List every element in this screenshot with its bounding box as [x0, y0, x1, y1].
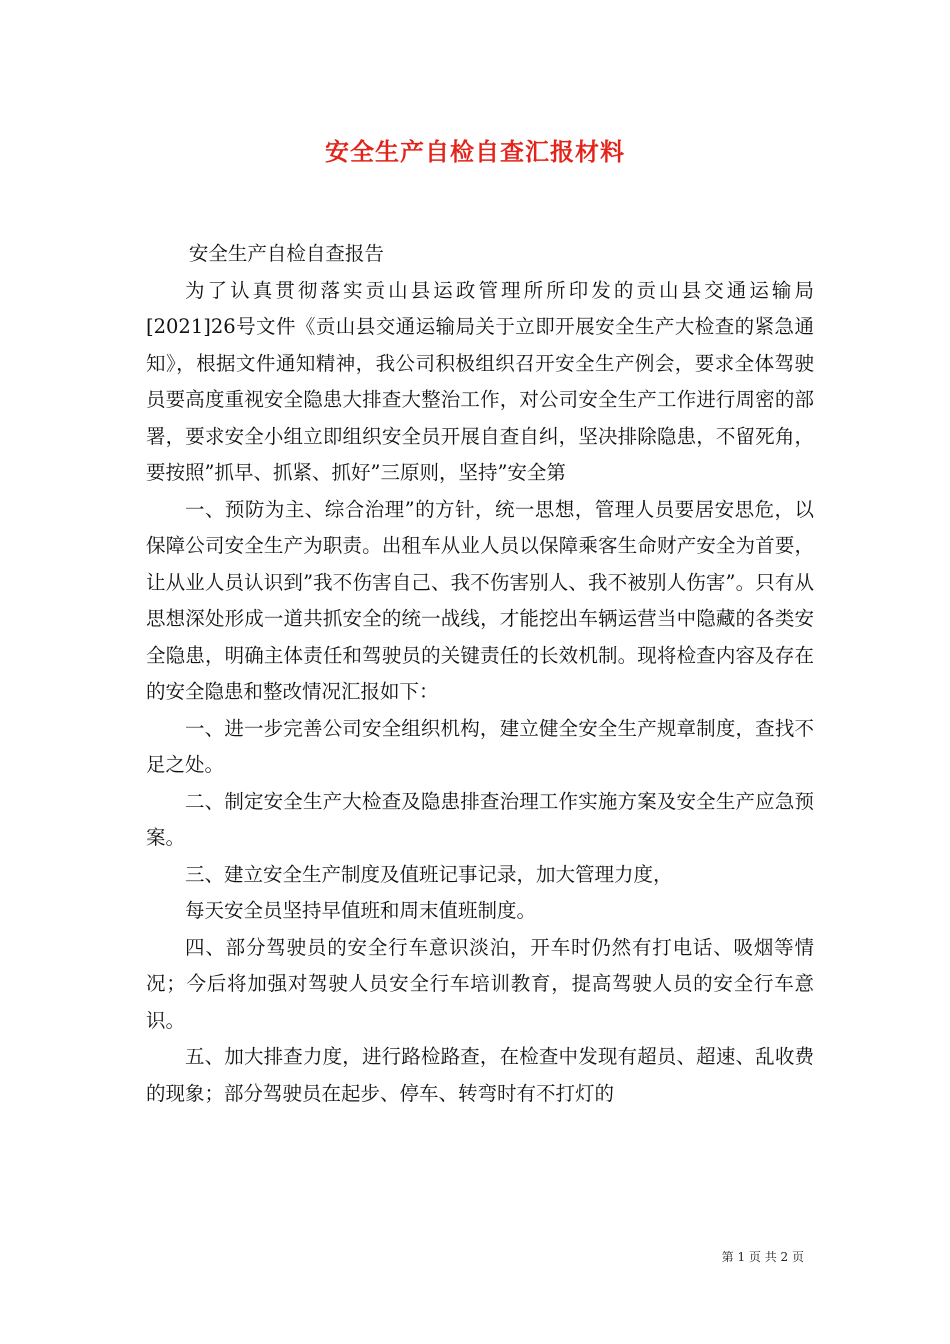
paragraph: 一、进一步完善公司安全组织机构，建立健全安全生产规章制度，查找不足之处。	[146, 716, 814, 776]
paragraph: 每天安全员坚持早值班和周末值班制度。	[185, 899, 537, 922]
paragraph: 五、加大排查力度，进行路检路查，在检查中发现有超员、超速、乱收费的现象；部分驾驶员在起步、停车、转弯时有不打灯的	[146, 1045, 814, 1105]
document-body	[146, 236, 814, 1112]
document-title: 安全生产自检自查汇报材料	[325, 137, 625, 166]
paragraph: 二、制定安全生产大检查及隐患排查治理工作实施方案及安全生产应急预案。	[146, 789, 814, 849]
page-number: 第 1 页 共 2 页	[721, 1250, 804, 1264]
paragraph: 一、预防为主、综合治理”的方针，统一思想，管理人员要居安思危，以保障公司安全生产为职责。出租车从业人员以保障乘客生命财产安全为首要，让从业人员认识到”我不伤害自己、我不伤害别人、我不被别人伤害”。只有从思想深处形成一道共抓安全的统一战线，才能挖出车辆运营当中隐藏的各类安全隐患，明确主体责任和驾驶员的关键责任的长效机制。现将检查内容及存在的安全隐患和整改情况汇报如下：	[146, 497, 814, 703]
paragraph: 四、部分驾驶员的安全行车意识淡泊，开车时仍然有打电话、吸烟等情况；今后将加强对驾驶人员安全行车培训教育，提高驾驶人员的安全行车意识。	[146, 935, 814, 1032]
paragraph: 三、建立安全生产制度及值班记事记录，加大管理力度，	[185, 862, 673, 886]
document-subtitle: 安全生产自检自查报告	[188, 242, 384, 265]
paragraph: 为了认真贯彻落实贡山县运政管理所所印发的贡山县交通运输局[2021]26号文件《贡山县交通运输局关于立即开展安全生产大检查的紧急通知》，根据文件通知精神，我公司积极组织召开安全生产例会，要求全体驾驶员要高度重视安全隐患大排查大整治工作，对公司安全生产工作进行周密的部署，要求安全小组立即组织安全员开展自查自纠，坚决排除隐患，不留死角，要按照”抓早、抓紧、抓好”三原则，坚持”安全第	[146, 278, 814, 484]
